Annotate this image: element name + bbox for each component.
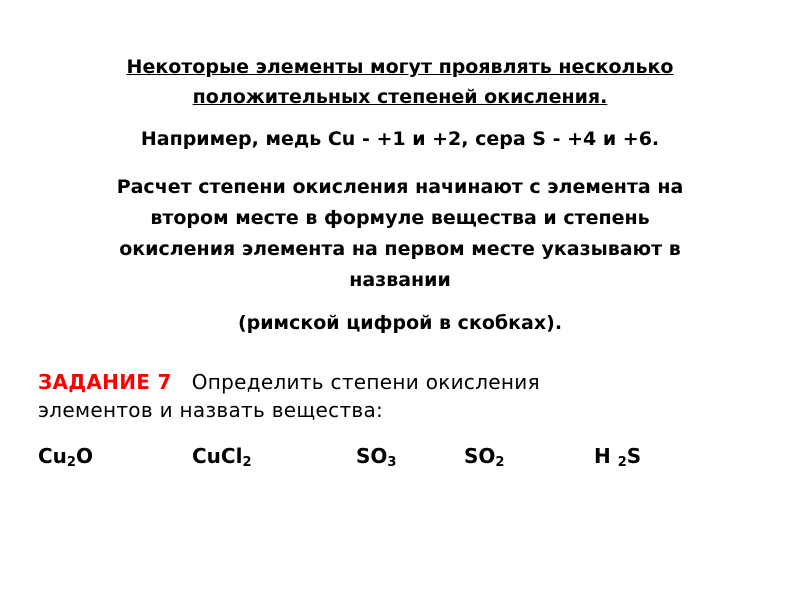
formula-h2s: H $_2$S — [594, 444, 642, 470]
task-text-continued: элементов и назвать вещества: — [38, 398, 384, 422]
slide-heading — [20, 52, 780, 112]
example-text: Например, медь Cu - +1 и +2, сера S - +4 и +6. — [140, 128, 660, 150]
task-line — [38, 368, 738, 396]
formula-cu2o: $Cu_2O$ — [38, 444, 93, 470]
rule-line: втором месте в формуле вещества и степень — [150, 207, 650, 229]
calculation-rule-text — [20, 172, 780, 296]
task-text: Определить степени окисления — [191, 370, 540, 394]
rule-line: окисления элемента на первом месте указывают в — [119, 238, 681, 260]
formula-list — [38, 444, 778, 484]
rule-line: названии — [349, 269, 451, 291]
heading-line: положительных степеней окисления. — [192, 86, 608, 108]
rule-line: Расчет степени окисления начинают с элемента на — [116, 176, 684, 198]
formula-so2: $SO_2$ — [464, 444, 505, 470]
formula-cucl2: CuCl$_2$ — [192, 444, 252, 470]
roman-numeral-note: (римской цифрой в скобках). — [237, 312, 563, 334]
task-label: ЗАДАНИЕ 7 — [38, 370, 172, 394]
formula-so3: $SO_3$ — [356, 444, 397, 470]
heading-line: Некоторые элементы могут проявлять несколько — [126, 56, 674, 78]
task-block — [38, 368, 738, 424]
